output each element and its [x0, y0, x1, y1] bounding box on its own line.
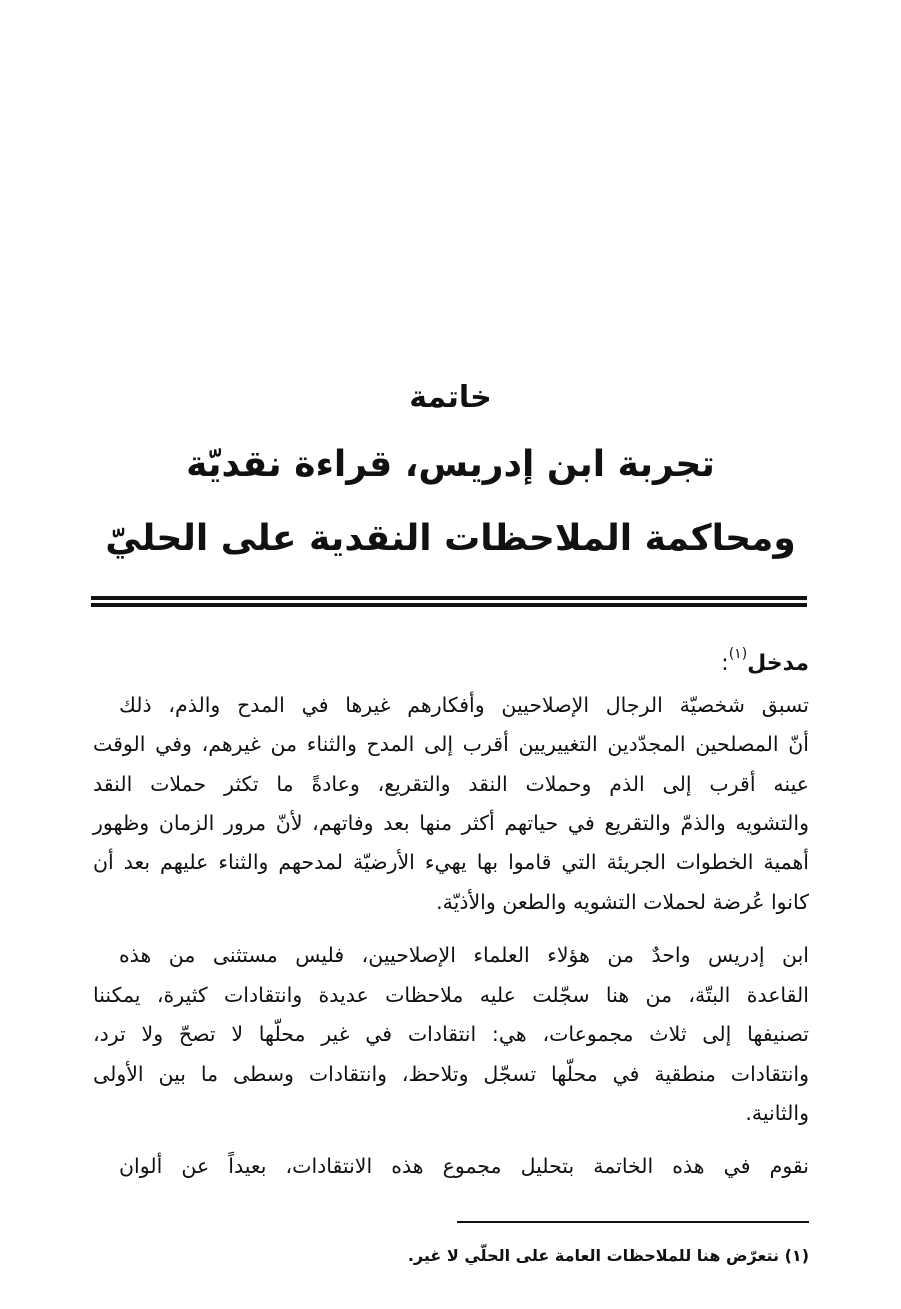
title-divider — [91, 596, 807, 608]
paragraph-1-line-1: تسبق شخصيّة الرجال الإصلاحيين وأفكارهم غيرها في المدح والذم، ذلك — [119, 693, 809, 717]
divider-line-top — [91, 596, 807, 600]
chapter-title-line-1: تجربة ابن إدريس، قراءة نقديّة — [186, 444, 715, 485]
paragraph-3-line-1: نقوم في هذه الخاتمة بتحليل مجموع هذه الانتقادات، بعيداً عن ألوان — [119, 1154, 809, 1178]
footnote-reference[interactable]: (١) — [728, 646, 748, 662]
paragraph-2-line-4: وانتقادات منطقية في محلّها تسجّل وتلاحظ، وانتقادات وسطى ما بين الأولى — [93, 1062, 809, 1086]
paragraph-2-line-2: القاعدة البتّة، من هنا سجّلت عليه ملاحظات عديدة وانتقادات كثيرة، يمكننا — [93, 983, 809, 1007]
paragraph-2-line-5: والثانية. — [745, 1101, 809, 1125]
paragraph-1-line-4: والتشويه والذمّ والتقريع في حياتهم أكثر منها بعد وفاتهم، لأنّ مرور الزمان وظهور — [93, 811, 809, 835]
footnote-separator — [457, 1221, 809, 1223]
paragraph-1-line-3: عينه أقرب إلى الذم وحملات النقد والتقريع، وعادةً ما تكثر حملات النقد — [93, 772, 809, 796]
footnote-1: (١) نتعرّض هنا للملاحظات العامة على الحلّي لا غير. — [407, 1246, 809, 1265]
chapter-title-line-2: ومحاكمة الملاحظات النقدية على الحليّ — [105, 518, 796, 559]
section-heading — [721, 636, 809, 682]
section-heading-text: مدخل — [747, 651, 809, 676]
paragraph-1-line-2: أنّ المصلحين المجدّدين التغييريين أقرب إلى المدح والثناء من غيرهم، وفي الوقت — [93, 732, 809, 756]
chapter-label: خاتمة — [409, 380, 492, 415]
section-heading-colon: : — [721, 651, 729, 676]
divider-line-bottom — [91, 603, 807, 607]
paragraph-2-line-3: تصنيفها إلى ثلاث مجموعات، هي: انتقادات في غير محلّها لا تصحّ ولا ترد، — [93, 1022, 809, 1046]
paragraph-2-line-1: ابن إدريس واحدٌ من هؤلاء العلماء الإصلاحيين، فليس مستثنى من هذه — [119, 943, 809, 967]
paragraph-1-line-5: أهمية الخطوات الجريئة التي قاموا بها يهيء الأرضيّة لمدحهم والثناء عليهم بعد أن — [93, 850, 809, 874]
paragraph-1-line-6: كانوا عُرضة لحملات التشويه والطعن والأذيّة. — [436, 890, 809, 914]
